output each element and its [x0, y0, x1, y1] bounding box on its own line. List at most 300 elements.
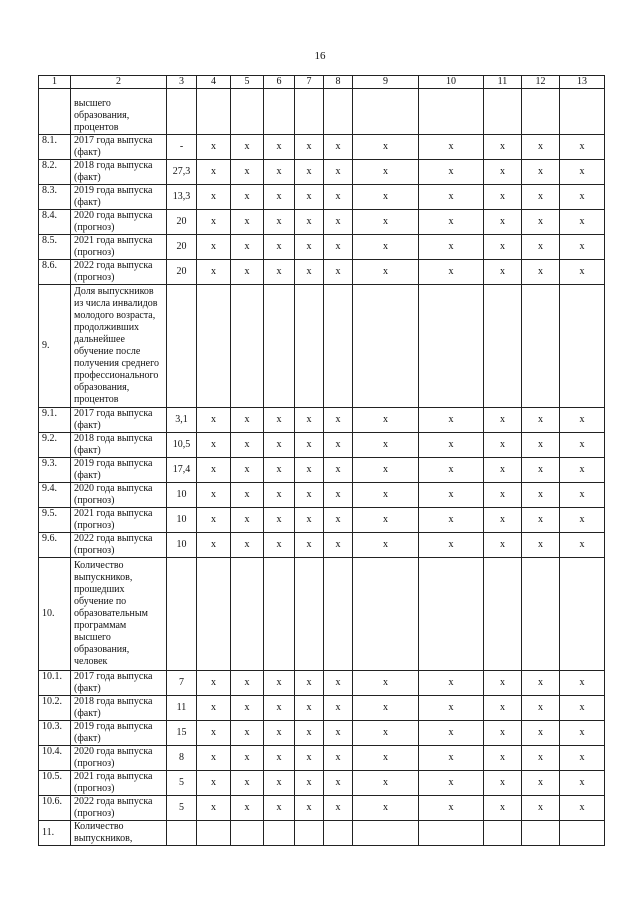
- column-header: 1: [39, 76, 71, 89]
- row-value: [167, 821, 197, 846]
- row-number: 11.: [39, 821, 71, 846]
- row-mark: x: [295, 160, 324, 185]
- row-mark: x: [231, 210, 264, 235]
- row-mark: [560, 285, 605, 408]
- row-mark: [484, 285, 522, 408]
- row-mark: x: [522, 671, 560, 696]
- row-mark: [231, 558, 264, 671]
- row-value: 10,5: [167, 433, 197, 458]
- row-label: 2022 года выпуска (прогноз): [71, 796, 167, 821]
- row-mark: x: [264, 408, 295, 433]
- row-mark: [295, 285, 324, 408]
- row-number: 9.2.: [39, 433, 71, 458]
- row-mark: x: [560, 135, 605, 160]
- row-mark: x: [197, 135, 231, 160]
- row-mark: [484, 558, 522, 671]
- column-header: 13: [560, 76, 605, 89]
- row-mark: x: [419, 746, 484, 771]
- row-value: 8: [167, 746, 197, 771]
- row-mark: [419, 558, 484, 671]
- row-mark: x: [484, 696, 522, 721]
- row-mark: x: [197, 771, 231, 796]
- row-number: 10.4.: [39, 746, 71, 771]
- row-label: 2022 года выпуска (прогноз): [71, 533, 167, 558]
- row-mark: [295, 558, 324, 671]
- column-number-row: [39, 76, 605, 89]
- row-mark: x: [522, 721, 560, 746]
- row-mark: [560, 89, 605, 135]
- row-mark: x: [231, 235, 264, 260]
- row-mark: x: [419, 185, 484, 210]
- row-label: 2019 года выпуска (факт): [71, 721, 167, 746]
- row-number: 8.6.: [39, 260, 71, 285]
- row-value: 27,3: [167, 160, 197, 185]
- row-mark: x: [484, 671, 522, 696]
- row-mark: x: [484, 135, 522, 160]
- row-mark: x: [522, 433, 560, 458]
- row-mark: x: [560, 721, 605, 746]
- row-mark: x: [419, 721, 484, 746]
- row-mark: x: [231, 721, 264, 746]
- row-mark: x: [324, 696, 353, 721]
- row-mark: x: [231, 696, 264, 721]
- row-mark: [353, 89, 419, 135]
- row-mark: x: [264, 796, 295, 821]
- row-label: 2018 года выпуска (факт): [71, 433, 167, 458]
- row-mark: x: [324, 771, 353, 796]
- row-mark: x: [231, 771, 264, 796]
- row-mark: x: [522, 160, 560, 185]
- column-header: 3: [167, 76, 197, 89]
- row-mark: x: [484, 771, 522, 796]
- row-mark: x: [484, 433, 522, 458]
- row-value: [167, 285, 197, 408]
- row-number: 10.5.: [39, 771, 71, 796]
- row-mark: x: [197, 533, 231, 558]
- row-mark: x: [324, 796, 353, 821]
- row-mark: x: [353, 671, 419, 696]
- row-mark: x: [197, 210, 231, 235]
- row-mark: [324, 285, 353, 408]
- row-mark: x: [560, 771, 605, 796]
- table-row: [39, 135, 605, 160]
- row-mark: x: [353, 696, 419, 721]
- row-mark: x: [324, 458, 353, 483]
- row-mark: x: [231, 533, 264, 558]
- row-mark: x: [484, 408, 522, 433]
- row-mark: x: [560, 483, 605, 508]
- row-label: 2019 года выпуска (факт): [71, 458, 167, 483]
- row-mark: x: [522, 696, 560, 721]
- row-number: 9.5.: [39, 508, 71, 533]
- row-mark: x: [522, 408, 560, 433]
- row-mark: x: [484, 508, 522, 533]
- row-mark: [560, 821, 605, 846]
- row-mark: x: [231, 796, 264, 821]
- row-label: высшего образования, процентов: [71, 89, 167, 135]
- row-mark: x: [324, 408, 353, 433]
- row-mark: x: [353, 796, 419, 821]
- column-header: 8: [324, 76, 353, 89]
- row-mark: [353, 285, 419, 408]
- row-mark: x: [324, 746, 353, 771]
- row-mark: x: [231, 458, 264, 483]
- row-number: 10.2.: [39, 696, 71, 721]
- row-mark: x: [419, 508, 484, 533]
- row-mark: x: [295, 796, 324, 821]
- row-mark: [264, 285, 295, 408]
- row-number: 8.1.: [39, 135, 71, 160]
- row-mark: x: [560, 210, 605, 235]
- row-mark: x: [231, 408, 264, 433]
- row-mark: x: [353, 508, 419, 533]
- row-mark: x: [419, 483, 484, 508]
- row-mark: x: [295, 671, 324, 696]
- row-mark: [231, 821, 264, 846]
- row-value: [167, 89, 197, 135]
- row-mark: [197, 558, 231, 671]
- row-number: 9.4.: [39, 483, 71, 508]
- row-mark: [353, 558, 419, 671]
- row-mark: [197, 821, 231, 846]
- row-value: -: [167, 135, 197, 160]
- row-label: 2022 года выпуска (прогноз): [71, 260, 167, 285]
- table-row: [39, 433, 605, 458]
- row-mark: x: [197, 508, 231, 533]
- row-mark: [264, 89, 295, 135]
- row-number: 9.: [39, 285, 71, 408]
- column-header: 9: [353, 76, 419, 89]
- row-label: 2020 года выпуска (прогноз): [71, 746, 167, 771]
- table-row: [39, 821, 605, 846]
- row-mark: [522, 558, 560, 671]
- row-mark: x: [231, 433, 264, 458]
- row-mark: x: [353, 483, 419, 508]
- row-mark: [295, 89, 324, 135]
- row-mark: x: [353, 210, 419, 235]
- row-value: 17,4: [167, 458, 197, 483]
- row-mark: [484, 89, 522, 135]
- row-mark: x: [295, 721, 324, 746]
- row-mark: x: [419, 160, 484, 185]
- row-label: 2019 года выпуска (факт): [71, 185, 167, 210]
- row-number: 8.3.: [39, 185, 71, 210]
- row-label: 2017 года выпуска (факт): [71, 671, 167, 696]
- row-mark: x: [264, 696, 295, 721]
- row-mark: x: [419, 408, 484, 433]
- row-mark: x: [419, 433, 484, 458]
- table-row: [39, 260, 605, 285]
- row-mark: x: [522, 235, 560, 260]
- row-mark: x: [264, 533, 295, 558]
- row-mark: x: [484, 185, 522, 210]
- row-mark: [324, 558, 353, 671]
- row-mark: x: [264, 135, 295, 160]
- row-mark: x: [295, 533, 324, 558]
- row-mark: x: [522, 260, 560, 285]
- row-mark: x: [324, 235, 353, 260]
- row-mark: x: [324, 210, 353, 235]
- row-mark: x: [295, 433, 324, 458]
- row-mark: x: [324, 160, 353, 185]
- row-mark: x: [484, 160, 522, 185]
- row-mark: x: [560, 671, 605, 696]
- row-mark: x: [353, 721, 419, 746]
- row-mark: x: [231, 260, 264, 285]
- row-mark: [295, 821, 324, 846]
- row-mark: x: [231, 671, 264, 696]
- row-label: 2017 года выпуска (факт): [71, 408, 167, 433]
- row-mark: x: [264, 235, 295, 260]
- row-mark: x: [264, 458, 295, 483]
- row-value: 5: [167, 771, 197, 796]
- table-row: [39, 160, 605, 185]
- indicators-table: [38, 75, 605, 846]
- row-mark: x: [324, 721, 353, 746]
- row-mark: x: [264, 210, 295, 235]
- row-mark: x: [484, 483, 522, 508]
- table-row: [39, 210, 605, 235]
- row-mark: x: [560, 458, 605, 483]
- table-row: [39, 671, 605, 696]
- row-mark: [419, 89, 484, 135]
- row-mark: x: [295, 696, 324, 721]
- row-mark: x: [353, 771, 419, 796]
- row-value: 7: [167, 671, 197, 696]
- row-mark: x: [264, 771, 295, 796]
- row-mark: x: [353, 185, 419, 210]
- row-value: [167, 558, 197, 671]
- row-mark: x: [560, 696, 605, 721]
- row-value: 20: [167, 235, 197, 260]
- row-mark: x: [560, 185, 605, 210]
- row-mark: x: [231, 160, 264, 185]
- column-header: 2: [71, 76, 167, 89]
- row-mark: x: [324, 185, 353, 210]
- row-mark: x: [264, 185, 295, 210]
- row-mark: x: [264, 721, 295, 746]
- row-mark: x: [324, 508, 353, 533]
- row-mark: x: [484, 260, 522, 285]
- row-number: 9.1.: [39, 408, 71, 433]
- row-value: 10: [167, 483, 197, 508]
- row-mark: x: [560, 508, 605, 533]
- page-number: 16: [314, 50, 326, 62]
- row-mark: [231, 89, 264, 135]
- row-value: 20: [167, 210, 197, 235]
- row-mark: x: [264, 746, 295, 771]
- row-mark: x: [231, 185, 264, 210]
- table-row: [39, 285, 605, 408]
- row-mark: x: [522, 458, 560, 483]
- row-mark: x: [484, 746, 522, 771]
- table-row: [39, 796, 605, 821]
- column-header: 6: [264, 76, 295, 89]
- row-mark: x: [197, 160, 231, 185]
- row-label: 2018 года выпуска (факт): [71, 696, 167, 721]
- row-mark: x: [197, 671, 231, 696]
- row-mark: [353, 821, 419, 846]
- column-header: 4: [197, 76, 231, 89]
- row-mark: x: [197, 433, 231, 458]
- row-mark: [484, 821, 522, 846]
- column-header: 12: [522, 76, 560, 89]
- row-mark: x: [419, 533, 484, 558]
- row-mark: x: [419, 235, 484, 260]
- table-row: [39, 185, 605, 210]
- row-mark: x: [560, 160, 605, 185]
- row-mark: x: [560, 235, 605, 260]
- table-row: [39, 558, 605, 671]
- row-mark: x: [197, 260, 231, 285]
- row-mark: x: [419, 696, 484, 721]
- table-row: [39, 89, 605, 135]
- row-mark: x: [324, 433, 353, 458]
- row-mark: x: [353, 746, 419, 771]
- row-mark: x: [231, 135, 264, 160]
- row-mark: x: [264, 433, 295, 458]
- row-mark: [264, 558, 295, 671]
- row-mark: x: [197, 483, 231, 508]
- row-label: 2017 года выпуска (факт): [71, 135, 167, 160]
- row-mark: x: [353, 135, 419, 160]
- row-mark: x: [295, 135, 324, 160]
- row-mark: [231, 285, 264, 408]
- row-mark: x: [264, 160, 295, 185]
- row-number: 10.: [39, 558, 71, 671]
- row-mark: x: [264, 508, 295, 533]
- table-row: [39, 771, 605, 796]
- row-mark: x: [324, 533, 353, 558]
- row-value: 5: [167, 796, 197, 821]
- row-mark: x: [419, 260, 484, 285]
- row-mark: x: [484, 533, 522, 558]
- row-mark: x: [419, 796, 484, 821]
- row-mark: [324, 821, 353, 846]
- row-mark: x: [560, 408, 605, 433]
- row-mark: x: [522, 135, 560, 160]
- row-value: 10: [167, 533, 197, 558]
- row-mark: x: [560, 796, 605, 821]
- row-mark: x: [484, 721, 522, 746]
- row-mark: x: [560, 746, 605, 771]
- row-mark: x: [353, 160, 419, 185]
- row-mark: x: [295, 235, 324, 260]
- row-mark: x: [264, 260, 295, 285]
- row-mark: x: [484, 458, 522, 483]
- row-mark: x: [522, 796, 560, 821]
- row-mark: x: [197, 235, 231, 260]
- row-mark: [522, 821, 560, 846]
- row-mark: x: [419, 210, 484, 235]
- row-mark: x: [324, 135, 353, 160]
- row-mark: x: [197, 746, 231, 771]
- row-label: 2021 года выпуска (прогноз): [71, 508, 167, 533]
- row-number: 10.3.: [39, 721, 71, 746]
- row-mark: x: [295, 483, 324, 508]
- row-value: 10: [167, 508, 197, 533]
- row-mark: x: [522, 210, 560, 235]
- row-mark: x: [353, 235, 419, 260]
- row-label: 2021 года выпуска (прогноз): [71, 235, 167, 260]
- row-mark: x: [353, 408, 419, 433]
- table-row: [39, 508, 605, 533]
- row-label: Количество выпускников,: [71, 821, 167, 846]
- row-mark: x: [197, 408, 231, 433]
- row-mark: x: [522, 508, 560, 533]
- table-row: [39, 483, 605, 508]
- row-label: 2021 года выпуска (прогноз): [71, 771, 167, 796]
- row-value: 3,1: [167, 408, 197, 433]
- column-header: 7: [295, 76, 324, 89]
- row-mark: x: [295, 260, 324, 285]
- row-number: 10.1.: [39, 671, 71, 696]
- row-mark: x: [295, 458, 324, 483]
- table-row: [39, 746, 605, 771]
- row-number: 8.4.: [39, 210, 71, 235]
- row-mark: x: [353, 260, 419, 285]
- row-mark: x: [324, 671, 353, 696]
- table-row: [39, 235, 605, 260]
- row-mark: x: [324, 260, 353, 285]
- column-header: 5: [231, 76, 264, 89]
- row-mark: [419, 821, 484, 846]
- row-number: 9.3.: [39, 458, 71, 483]
- row-mark: x: [419, 135, 484, 160]
- row-mark: x: [522, 185, 560, 210]
- row-mark: x: [522, 746, 560, 771]
- row-mark: [560, 558, 605, 671]
- row-mark: x: [197, 185, 231, 210]
- row-mark: [264, 821, 295, 846]
- row-value: 20: [167, 260, 197, 285]
- table-row: [39, 408, 605, 433]
- row-number: 10.6.: [39, 796, 71, 821]
- table-row: [39, 696, 605, 721]
- row-value: 15: [167, 721, 197, 746]
- row-mark: x: [560, 533, 605, 558]
- row-mark: x: [295, 185, 324, 210]
- row-label: Доля выпускников из числа инвалидов молодого возраста, продолживших дальнейшее обучение после получения среднего профессионального образования, процентов: [71, 285, 167, 408]
- row-mark: x: [353, 458, 419, 483]
- row-mark: x: [295, 408, 324, 433]
- row-mark: [324, 89, 353, 135]
- row-mark: x: [197, 458, 231, 483]
- row-mark: x: [324, 483, 353, 508]
- row-mark: x: [419, 771, 484, 796]
- row-mark: x: [522, 771, 560, 796]
- row-mark: x: [484, 210, 522, 235]
- row-mark: x: [231, 483, 264, 508]
- row-mark: x: [419, 671, 484, 696]
- row-mark: x: [264, 483, 295, 508]
- row-label: 2020 года выпуска (прогноз): [71, 210, 167, 235]
- row-mark: [522, 285, 560, 408]
- row-mark: [197, 89, 231, 135]
- row-mark: x: [560, 433, 605, 458]
- table-row: [39, 533, 605, 558]
- row-number: [39, 89, 71, 135]
- row-label: 2020 года выпуска (прогноз): [71, 483, 167, 508]
- row-mark: x: [484, 796, 522, 821]
- row-label: Количество выпускников, прошедших обучение по образовательным программам высшего образования, человек: [71, 558, 167, 671]
- row-mark: x: [295, 210, 324, 235]
- row-mark: x: [560, 260, 605, 285]
- row-mark: x: [522, 533, 560, 558]
- row-number: 8.5.: [39, 235, 71, 260]
- row-mark: x: [295, 508, 324, 533]
- row-value: 13,3: [167, 185, 197, 210]
